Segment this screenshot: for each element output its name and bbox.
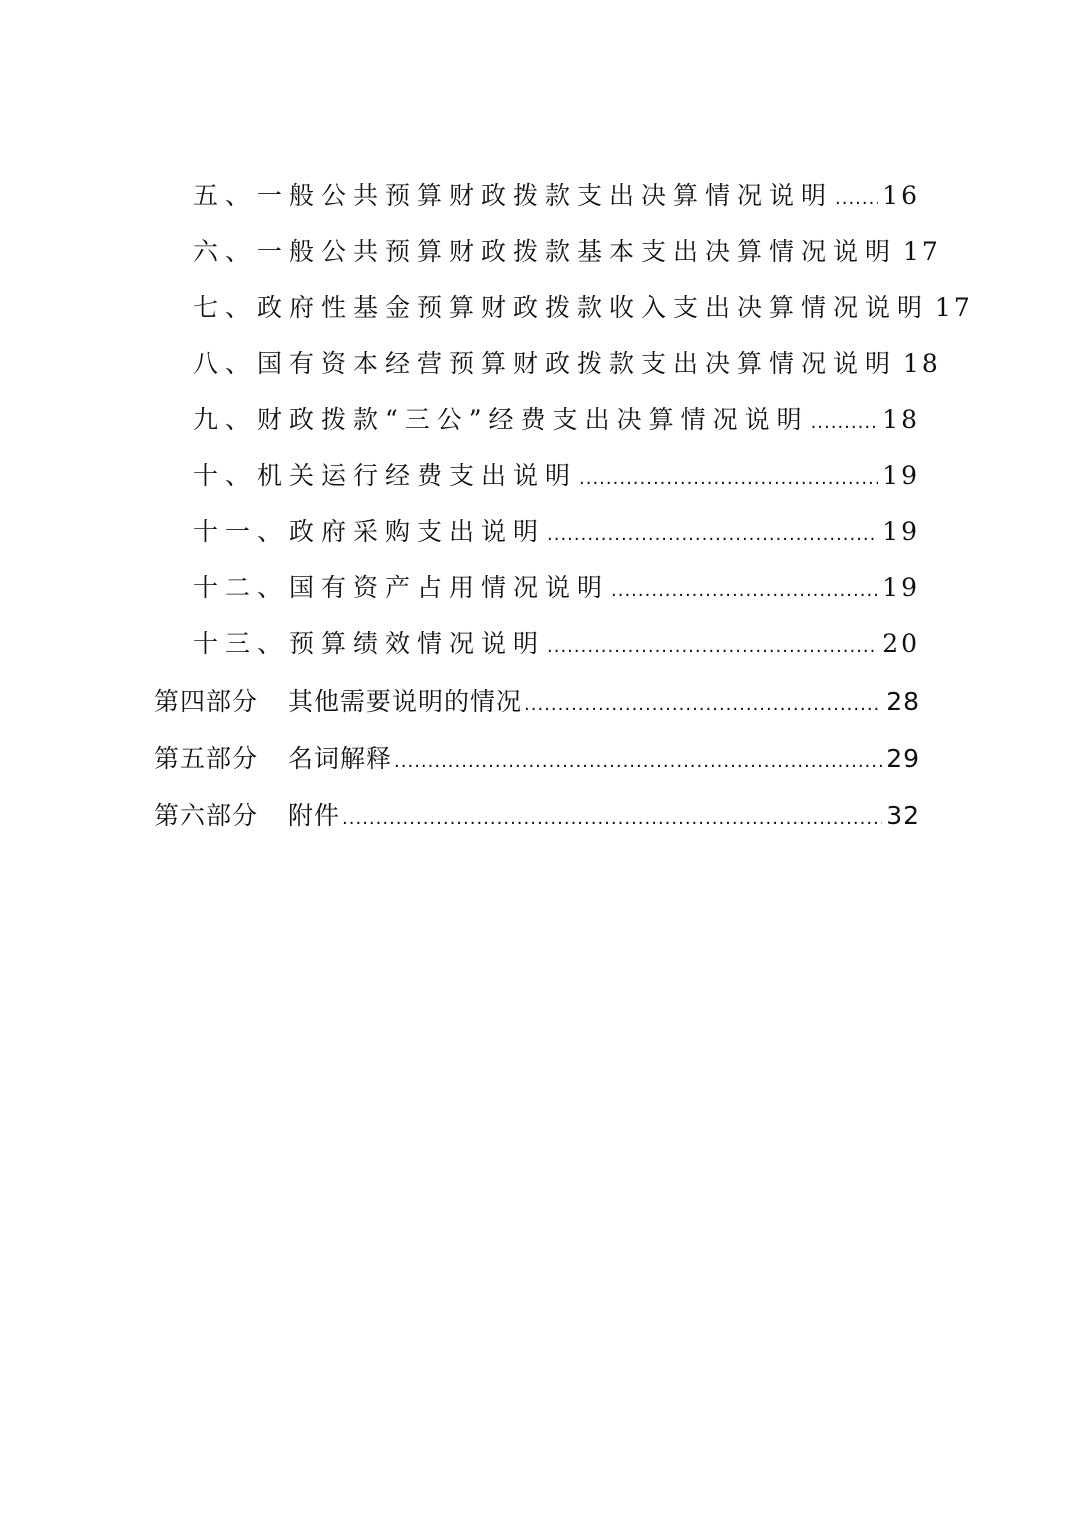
- toc-page-number: 16: [882, 181, 920, 210]
- toc-entry-title: 十一、政府采购支出说明: [193, 517, 546, 546]
- toc-entry-part-6[interactable]: [154, 796, 920, 832]
- toc-dot-leader: [811, 412, 879, 433]
- toc-page-number: 29: [886, 744, 920, 773]
- toc-dot-leader: [524, 694, 882, 715]
- toc-entry-section-7[interactable]: [193, 288, 973, 324]
- toc-entry-section-10[interactable]: [193, 456, 920, 492]
- toc-entry-title: 八、国有资本经营预算财政拨款支出决算情况说明: [193, 349, 898, 378]
- toc-entry-title: 六、一般公共预算财政拨款基本支出决算情况说明: [193, 237, 898, 266]
- toc-entry-section-11[interactable]: [193, 512, 920, 548]
- toc-entry-section-5[interactable]: [193, 176, 920, 212]
- toc-entry-section-8[interactable]: [193, 344, 941, 380]
- toc-entry-title: 其他需要说明的情况: [288, 687, 523, 716]
- toc-entry-title: 名词解释: [288, 744, 393, 773]
- toc-page-number: 20: [882, 629, 920, 658]
- toc-page-number: 19: [882, 461, 920, 490]
- toc-page-number: 18: [903, 349, 941, 378]
- toc-dot-leader: [579, 468, 878, 489]
- toc-entry-part-5[interactable]: [154, 739, 920, 775]
- toc-entry-title: 五、一般公共预算财政拨款支出决算情况说明: [193, 181, 834, 210]
- toc-entry-title: 十、机关运行经费支出说明: [193, 461, 578, 490]
- toc-page-number: 32: [886, 801, 920, 830]
- toc-entry-title: 十三、预算绩效情况说明: [193, 629, 546, 658]
- toc-entry-section-6[interactable]: [193, 232, 941, 268]
- toc-dot-leader: [835, 188, 878, 209]
- toc-page-number: 19: [882, 517, 920, 546]
- toc-entry-section-12[interactable]: [193, 568, 920, 604]
- toc-entry-title: 十二、国有资产占用情况说明: [193, 573, 610, 602]
- toc-entry-title: 九、财政拨款“三公”经费支出决算情况说明: [193, 405, 809, 434]
- toc-page-number: 17: [903, 237, 941, 266]
- toc-page-number: 18: [882, 405, 920, 434]
- toc-entry-section-13[interactable]: [193, 624, 920, 660]
- toc-dot-leader: [342, 808, 882, 829]
- toc-entry-title: 七、政府性基金预算财政拨款收入支出决算情况说明: [193, 293, 930, 322]
- toc-page-number: 19: [882, 573, 920, 602]
- toc-part-label: 第五部分: [154, 744, 259, 773]
- toc-part-label: 第四部分: [154, 687, 259, 716]
- toc-page-number: 28: [886, 687, 920, 716]
- toc-part-label: 第六部分: [154, 801, 259, 830]
- toc-dot-leader: [547, 636, 878, 657]
- toc-dot-leader: [547, 524, 878, 545]
- toc-entry-part-4[interactable]: [154, 682, 920, 718]
- toc-dot-leader: [611, 580, 878, 601]
- toc-entry-title: 附件: [288, 801, 341, 830]
- toc-page-number: 17: [935, 293, 973, 322]
- toc-entry-section-9[interactable]: [193, 400, 920, 436]
- toc-dot-leader: [394, 751, 882, 772]
